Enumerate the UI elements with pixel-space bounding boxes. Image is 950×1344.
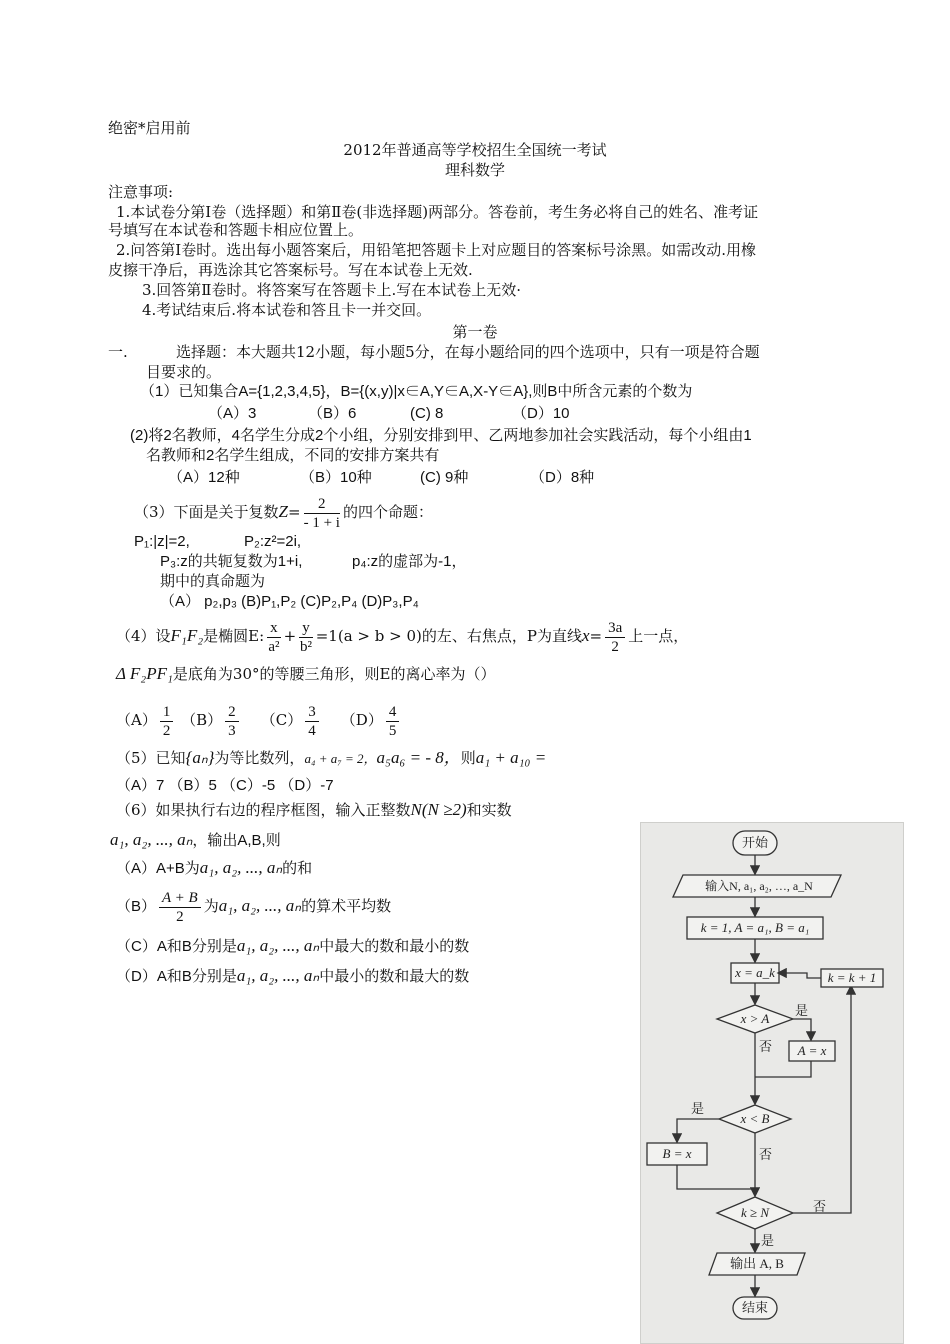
q5-seq: {aₙ}: [185, 748, 215, 767]
flow-no2-label: 否: [759, 1147, 773, 1162]
flow-yes2-label: 是: [691, 1101, 705, 1116]
q3-p4: p₄:z的虚部为-1，: [352, 553, 467, 570]
q5-stem: [116, 748, 546, 769]
q3-stem: [134, 490, 433, 534]
q4-fx-num: x: [267, 619, 281, 638]
q6-seq: a₁, a₂, ..., aₙ: [110, 830, 193, 849]
q6-stem-lead: （6）如果执行右边的程序框图，输入正整数: [116, 801, 411, 819]
q6-c-tail: 中最大的数和最小的数: [319, 938, 470, 955]
q4-fy-num: y: [299, 619, 313, 638]
q4-eq-cond: =1(a > b > 0): [315, 627, 422, 645]
q1-option-b: （B）6: [308, 405, 357, 422]
q3-frac-num: 2: [304, 495, 340, 514]
exam-subject: 理科数学: [444, 161, 505, 179]
q6-a-seq: a₁, a₂, ..., aₙ: [199, 858, 283, 877]
q4-c-num: 3: [305, 703, 319, 722]
q6-stem-b: [110, 830, 281, 851]
flow-end-label: 结束: [741, 1300, 768, 1315]
q3-p2: P₂:z²=2i,: [244, 533, 302, 550]
exam-title: 2012年普通高等学校招生全国统一考试: [343, 141, 607, 159]
q6-option-b: [116, 884, 391, 929]
q6-b-frac: [159, 889, 201, 926]
flow-cond2-label: x < B: [740, 1111, 770, 1126]
q3-var: Z: [278, 502, 289, 521]
flow-set-b-label: B = x: [662, 1146, 692, 1161]
flow-start-label: 开始: [741, 835, 768, 850]
part-title: 第一卷: [452, 323, 498, 341]
q4-fy-den: b²: [299, 638, 312, 655]
flow-assign-x-label: x = a_k: [735, 965, 775, 980]
q2-option-a: （A）12种: [168, 469, 240, 486]
q4-fa-num: 3a: [605, 619, 625, 638]
q3-tail: 的四个命题：: [342, 503, 433, 521]
q5-options: （A）7 （B）5 （C）-5 （D）-7: [116, 777, 334, 794]
flow-no3-label: 否: [813, 1199, 827, 1214]
notes-heading: 注意事项:: [108, 183, 174, 201]
q3-ask: 期中的真命题为: [160, 573, 266, 590]
q4-frac-x: [267, 619, 281, 656]
q4-mid2: 的左、右焦点，P为直线: [421, 627, 582, 645]
q3-p1: P₁:|z|=2,: [134, 533, 190, 550]
q3-options: （A） p₂,p₃ (B)P₁,P₂ (C)P₂,P₄ (D)P₃,P₄: [160, 593, 419, 610]
q4-opt-b-frac: [225, 703, 239, 740]
q3-eq: =: [288, 503, 301, 521]
secret-label: 绝密*启用前: [108, 119, 191, 137]
q1-stem: （1）已知集合A={1,2,3,4,5}，B={(x,y)|x∈A,Y∈A,X-Y∈A},则B中所含元素的个数为: [140, 383, 693, 400]
q6-b-num: A + B: [159, 889, 201, 908]
q4-opt-c-label: （C）: [260, 711, 303, 729]
flow-cond1-label: x > A: [740, 1011, 770, 1026]
q6-b-mid: 为: [203, 898, 219, 915]
q5-mid: 为等比数列，: [214, 749, 305, 767]
q4-fa-den: 2: [611, 638, 619, 655]
q4-angle: 30°: [232, 665, 260, 683]
q4-d-num: 4: [386, 703, 400, 722]
q4-opt-d-frac: [386, 703, 400, 740]
flow-inc-k-label: k = k + 1: [827, 970, 877, 985]
q6-n-cond: N(N ≥2): [410, 800, 467, 819]
q4-d-den: 5: [388, 722, 397, 739]
q5-cond1: a₄ + a₇ = 2，: [304, 751, 377, 766]
q4-xvar: x: [581, 626, 590, 645]
q2-stem-b: 名教师和2名学生组成，不同的安排方案共有: [146, 447, 440, 464]
q2-option-c: (C) 9种: [420, 469, 469, 486]
q5-lead: （5）已知: [116, 749, 186, 767]
flow-no1-label: 否: [759, 1039, 773, 1054]
q4-stem: [116, 614, 688, 658]
q6-d-lead: （D）A和B分别是: [116, 968, 237, 985]
q4-line2-b: 的等腰三角形，则E的离心率为（）: [259, 665, 496, 683]
q4-plus: +: [283, 627, 297, 645]
q4-frac-a: [605, 619, 625, 656]
section-text-a: 选择题：本大题共12小题，每小题5分，在每小题给同的四个选项中，只有一项是符合题: [176, 343, 760, 361]
q3-lead: （3）下面是关于复数: [134, 503, 279, 521]
q3-p3: P₃:z的共轭复数为1+i,: [160, 553, 303, 570]
q6-stem-a: [116, 800, 512, 820]
q4-a-den: 2: [162, 722, 171, 739]
q4-eqs: =: [589, 627, 603, 645]
q4-b-den: 3: [228, 722, 236, 739]
q4-opt-a-label: （A）: [116, 711, 157, 729]
note-2b: 皮擦干净后，再选涂其它答案标号。写在本试卷上无效.: [108, 261, 473, 279]
q4-opt-c-frac: [305, 703, 319, 740]
q6-option-d: [116, 966, 469, 987]
note-1b: 号填写在本试卷和答题卡相应位置上。: [108, 221, 364, 239]
section-number: 一.: [108, 343, 128, 361]
q6-a-lead: （A）A+B为: [116, 860, 200, 877]
q6-c-lead: （C）A和B分别是: [116, 938, 237, 955]
note-1a: 1.本试卷分第Ⅰ卷（选择题）和第Ⅱ卷(非选择题)两部分。答卷前，考生务必将自己的姓名、准考证: [116, 203, 759, 221]
q4-triangle: Δ F₂PF₁: [116, 664, 173, 683]
q6-b-seq: a₁, a₂, ..., aₙ: [218, 896, 302, 915]
q4-lead: （4）设: [116, 627, 171, 645]
q4-tail: 上一点，: [628, 627, 689, 645]
q1-option-c: (C) 8: [410, 405, 444, 422]
q1-option-a: （A）3: [208, 405, 257, 422]
flow-set-a-label: A = x: [797, 1043, 827, 1058]
q4-c-den: 4: [308, 722, 316, 739]
q4-frac-y: [299, 619, 313, 656]
note-4: 4.考试结束后.将本试卷和答且卡一并交回。: [142, 301, 432, 319]
q4-line2-a: 是底角为: [172, 665, 233, 683]
flowchart: [640, 822, 904, 1344]
note-2a: 2.问答第Ⅰ卷时。选出每小题答案后，用铅笔把答题卡上对应题目的答案标号涂黑。如需改动.用橡: [116, 241, 757, 259]
q6-stem-b-text: ，输出A,B,则: [192, 832, 281, 849]
note-3: 3.回答第Ⅱ卷时。将答案写在答题卡上.写在本试卷上无效·: [142, 281, 522, 299]
q4-mid: 是椭圆E:: [203, 627, 265, 645]
q5-cond2: a₅a₆ = - 8，: [376, 748, 461, 767]
q5-ask: 则: [460, 749, 476, 767]
q4-options: [116, 698, 402, 742]
q4-b-num: 2: [225, 703, 239, 722]
flow-yes1-label: 是: [795, 1003, 809, 1018]
q6-b-tail: 的算术平均数: [301, 898, 392, 915]
q3-frac-den: - 1 + i: [303, 514, 340, 531]
q6-d-tail: 中最小的数和最大的数: [319, 968, 470, 985]
q2-option-d: （D）8种: [530, 469, 595, 486]
q6-c-seq: a₁, a₂, ..., aₙ: [236, 936, 320, 955]
q6-d-seq: a₁, a₂, ..., aₙ: [236, 966, 320, 985]
q3-fraction: [304, 495, 340, 532]
flow-cond3-label: k ≥ N: [740, 1205, 770, 1220]
q1-option-d: （D）10: [512, 405, 570, 422]
flow-input-label: 输入N, a₁, a₂, …, a_N: [705, 879, 813, 893]
q6-a-tail: 的和: [282, 860, 313, 877]
q4-opt-b-label: （B）: [181, 711, 223, 729]
q2-stem-a: (2)将2名教师，4名学生分成2个小组，分别安排到甲、乙两地参加社会实践活动，每个小组由1: [130, 427, 752, 444]
q4-opt-d-label: （D）: [340, 711, 383, 729]
q6-b-den: 2: [176, 908, 184, 925]
q6-option-a: [116, 858, 312, 879]
q6-stem-a2: 和实数: [466, 801, 512, 819]
q4-a-num: 1: [160, 703, 174, 722]
q4-fx-den: a²: [268, 638, 280, 655]
q5-expr: a₁ + a₁₀ =: [475, 748, 547, 767]
q4-foci: F₁F₂: [170, 626, 204, 645]
q6-option-c: [116, 936, 469, 957]
flow-output-label: 输出 A, B: [730, 1256, 784, 1271]
flow-init-label: k = 1, A = a₁, B = a₁: [700, 920, 810, 935]
flow-yes3-label: 是: [761, 1233, 775, 1248]
q4-opt-a-frac: [160, 703, 174, 740]
q4-line2: [116, 664, 495, 684]
section-text-b: 目要求的。: [146, 363, 222, 381]
q2-option-b: （B）10种: [300, 469, 372, 486]
q6-b-label: （B）: [116, 898, 157, 915]
